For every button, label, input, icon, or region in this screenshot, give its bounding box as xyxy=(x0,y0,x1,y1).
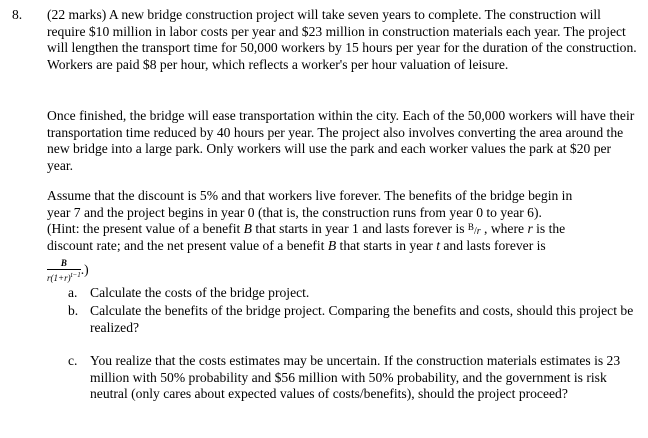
p3-line-2: year 7 and the project begins in year 0 (that is, the construction runs from year 0 to year 6). xyxy=(47,204,542,220)
part-b-marker: b. xyxy=(68,303,79,318)
part-a xyxy=(68,285,638,302)
p3-line-1: Assume that the discount is 5% and that workers live forever. The benefits of the bridge begin in xyxy=(47,188,573,203)
question-intro: (22 marks) A new bridge construction project will take seven years to complete. The construction will require $10 million in labor costs per year and $23 million in construction materials each year. The project will lengthen the transport time for 50,000 workers by 15 hours per year for the duration of the construction. Workers are paid $8 per hour, which reflects a worker's per hour valuation of leisure. xyxy=(47,7,637,72)
npv-formula xyxy=(47,258,89,283)
hint-fraction: $^B$/r xyxy=(467,222,481,238)
question-paragraph-2: Once finished, the bridge will ease transportation within the city. Each of the 50,000 workers will have their transportation time reduced by 40 hours per year. The project also involves converting the area around the new bridge into a large park. Only workers will use the park and each worker values the park at $20 per year. xyxy=(47,108,635,173)
part-b-text: Calculate the benefits of the bridge project. Comparing the benefits and costs, should this project be realized? xyxy=(90,303,634,335)
question-number: 8. xyxy=(12,7,23,22)
p3-line-4: discount rate; and the net present value of a benefit B that starts in year t and lasts forever is xyxy=(47,237,546,253)
part-c-text: You realize that the costs estimates may be uncertain. If the construction materials estimates is 23 million with 50% probability and $56 million with 50% probability, and the government is risk neutral (only cares about expected values of costs/benefits), should the project proceed? xyxy=(90,353,621,402)
part-b xyxy=(68,303,638,336)
formula-close: .) xyxy=(80,262,89,278)
part-c xyxy=(68,353,638,403)
part-a-marker: a. xyxy=(68,285,78,300)
part-c-marker: c. xyxy=(68,353,78,368)
npv-fraction: $\frac{B}{r(1+r)^{t-1}}$ xyxy=(47,258,81,283)
question-paragraph-3 xyxy=(47,188,639,254)
part-a-text: Calculate the costs of the bridge project. xyxy=(90,285,310,300)
p3-line-3: (Hint: the present value of a benefit B that starts in year 1 and lasts forever is $^B$/r , where r is the xyxy=(47,221,566,238)
